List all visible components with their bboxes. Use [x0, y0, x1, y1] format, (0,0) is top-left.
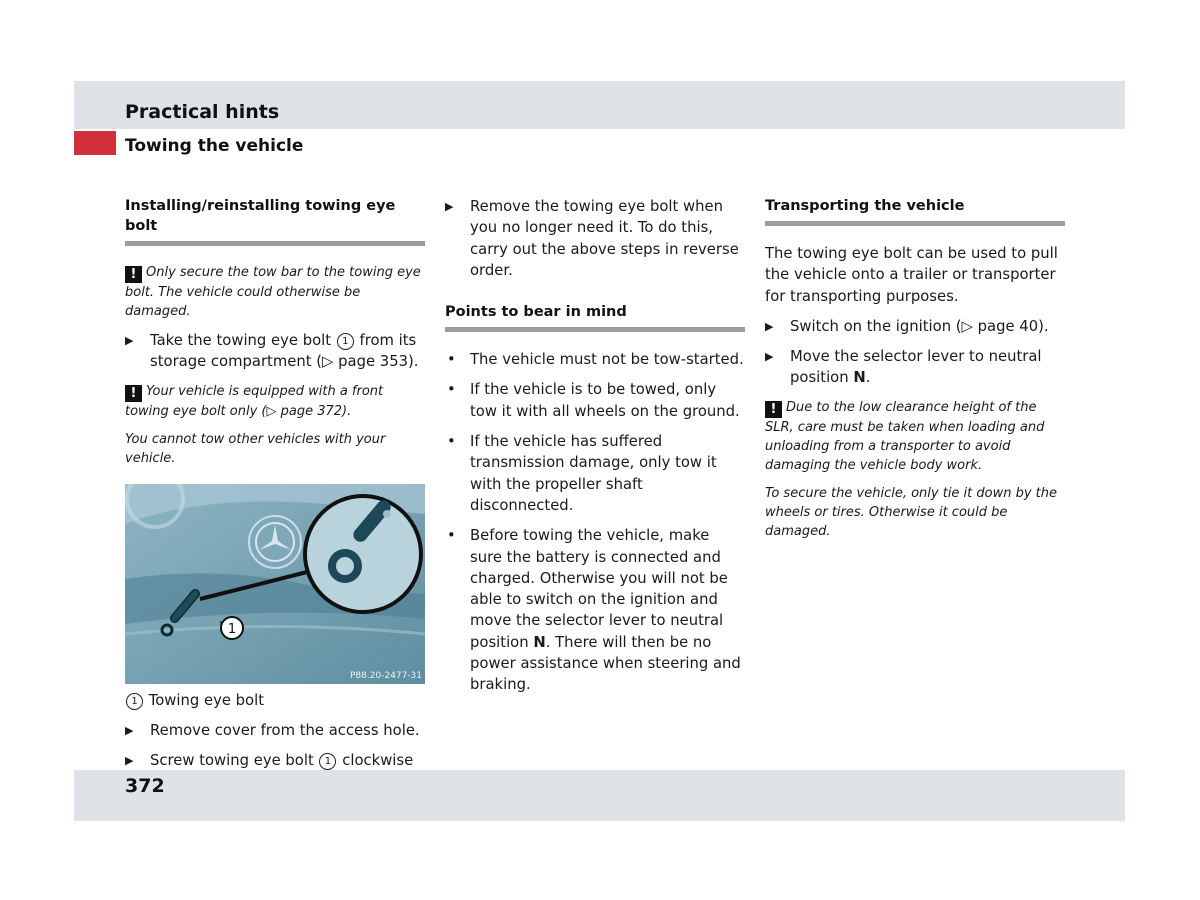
instruction-step — [765, 346, 1065, 389]
towing-eye-bolt-figure — [125, 484, 425, 684]
step-arrow-icon: ▶ — [765, 350, 774, 364]
warning-text: Due to the low clearance height of the SLR, care must be taken when loading and unloading from a transporter to avoid damaging the vehicle body work. — [765, 399, 1045, 473]
gear-position-label: N — [533, 633, 546, 651]
column-3 — [765, 196, 1065, 550]
step-arrow-icon: ▶ — [125, 334, 134, 347]
instruction-step — [125, 330, 425, 373]
paragraph: The towing eye bolt can be used to pull the vehicle onto a trailer or transporter for transporting purposes. — [765, 245, 1058, 305]
gear-position-label: N — [853, 369, 866, 387]
info-note: You cannot tow other vehicles with your vehicle. — [125, 431, 386, 466]
figure-caption — [125, 690, 425, 711]
caption-text: Towing eye bolt — [148, 691, 265, 709]
instruction-step — [125, 720, 425, 741]
bullet-icon: • — [447, 527, 456, 545]
instruction-step — [445, 196, 745, 281]
instruction-step — [765, 316, 1065, 337]
warning-icon: ! — [125, 266, 142, 283]
bullet-icon: • — [447, 433, 456, 451]
column-heading: Installing/reinstalling towing eye bolt — [125, 196, 425, 246]
step-text: . — [865, 369, 871, 387]
step-text: from its storage compartment (▷ page 353). — [150, 332, 419, 371]
column-2 — [445, 196, 745, 705]
warning-text: Only secure the tow bar to the towing eye bolt. The vehicle could otherwise be damaged. — [125, 265, 421, 319]
step-text: Remove the towing eye bolt when you no longer need it. To do this, carry out the above steps in reverse order. — [470, 198, 739, 279]
figure-callout: 1 — [227, 621, 237, 637]
step-text: Take the towing eye bolt — [150, 332, 332, 349]
bullet-icon: • — [447, 351, 456, 369]
footer-band — [74, 770, 1125, 821]
list-item — [445, 525, 745, 695]
step-text: Remove cover from the access hole. — [150, 721, 420, 739]
warning-note — [125, 382, 425, 421]
step-text: Screw towing eye bolt — [150, 752, 314, 770]
section-title: Practical hints — [125, 101, 280, 123]
step-arrow-icon: ▶ — [765, 319, 774, 333]
step-arrow-icon: ▶ — [445, 200, 454, 213]
warning-note — [765, 398, 1065, 475]
column-heading: Points to bear in mind — [445, 302, 745, 332]
column-heading: Transporting the vehicle — [765, 196, 1065, 226]
list-item — [445, 379, 745, 422]
section-marker-tab — [74, 131, 116, 155]
info-note: To secure the vehicle, only tie it down by the wheels or tires. Otherwise it could be damaged. — [765, 485, 1058, 539]
step-arrow-icon: ▶ — [125, 754, 134, 768]
callout-number-icon: 1 — [337, 333, 354, 350]
warning-note — [125, 263, 425, 321]
step-text: Switch on the ignition (▷ page 40). — [790, 317, 1049, 335]
step-arrow-icon: ▶ — [125, 723, 134, 737]
callout-number-icon: 1 — [319, 753, 336, 770]
bullet-icon: • — [447, 381, 456, 399]
step-text: Move the selector lever to neutral position — [790, 348, 1042, 387]
list-item-text: If the vehicle is to be towed, only tow it with all wheels on the ground. — [470, 381, 740, 420]
warning-text: Your vehicle is equipped with a front towing eye bolt only (▷ page 372). — [125, 383, 384, 419]
list-item — [445, 431, 745, 516]
list-item-text: Before towing the vehicle, make sure the battery is connected and charged. Otherwise you will not be able to switch on the ignition and move the selector lever to neutral position — [470, 527, 728, 651]
towing-eye-bolt-illustration — [125, 484, 425, 684]
list-item-text: . There will then be no power assistance when steering and braking. — [470, 633, 741, 694]
page-number: 372 — [125, 775, 165, 797]
list-item-text: The vehicle must not be tow-started. — [470, 351, 744, 369]
warning-icon: ! — [765, 401, 782, 418]
callout-number-icon: 1 — [126, 693, 143, 710]
warning-icon: ! — [125, 385, 142, 402]
column-1 — [125, 196, 425, 802]
figure-code: P88.20-2477-31 — [349, 670, 422, 681]
list-item-text: If the vehicle has suffered transmission damage, only tow it with the propeller shaft disconnected. — [470, 433, 717, 514]
page-title: Towing the vehicle — [125, 136, 304, 156]
list-item — [445, 349, 745, 370]
step-text: clockwise — [342, 752, 414, 770]
